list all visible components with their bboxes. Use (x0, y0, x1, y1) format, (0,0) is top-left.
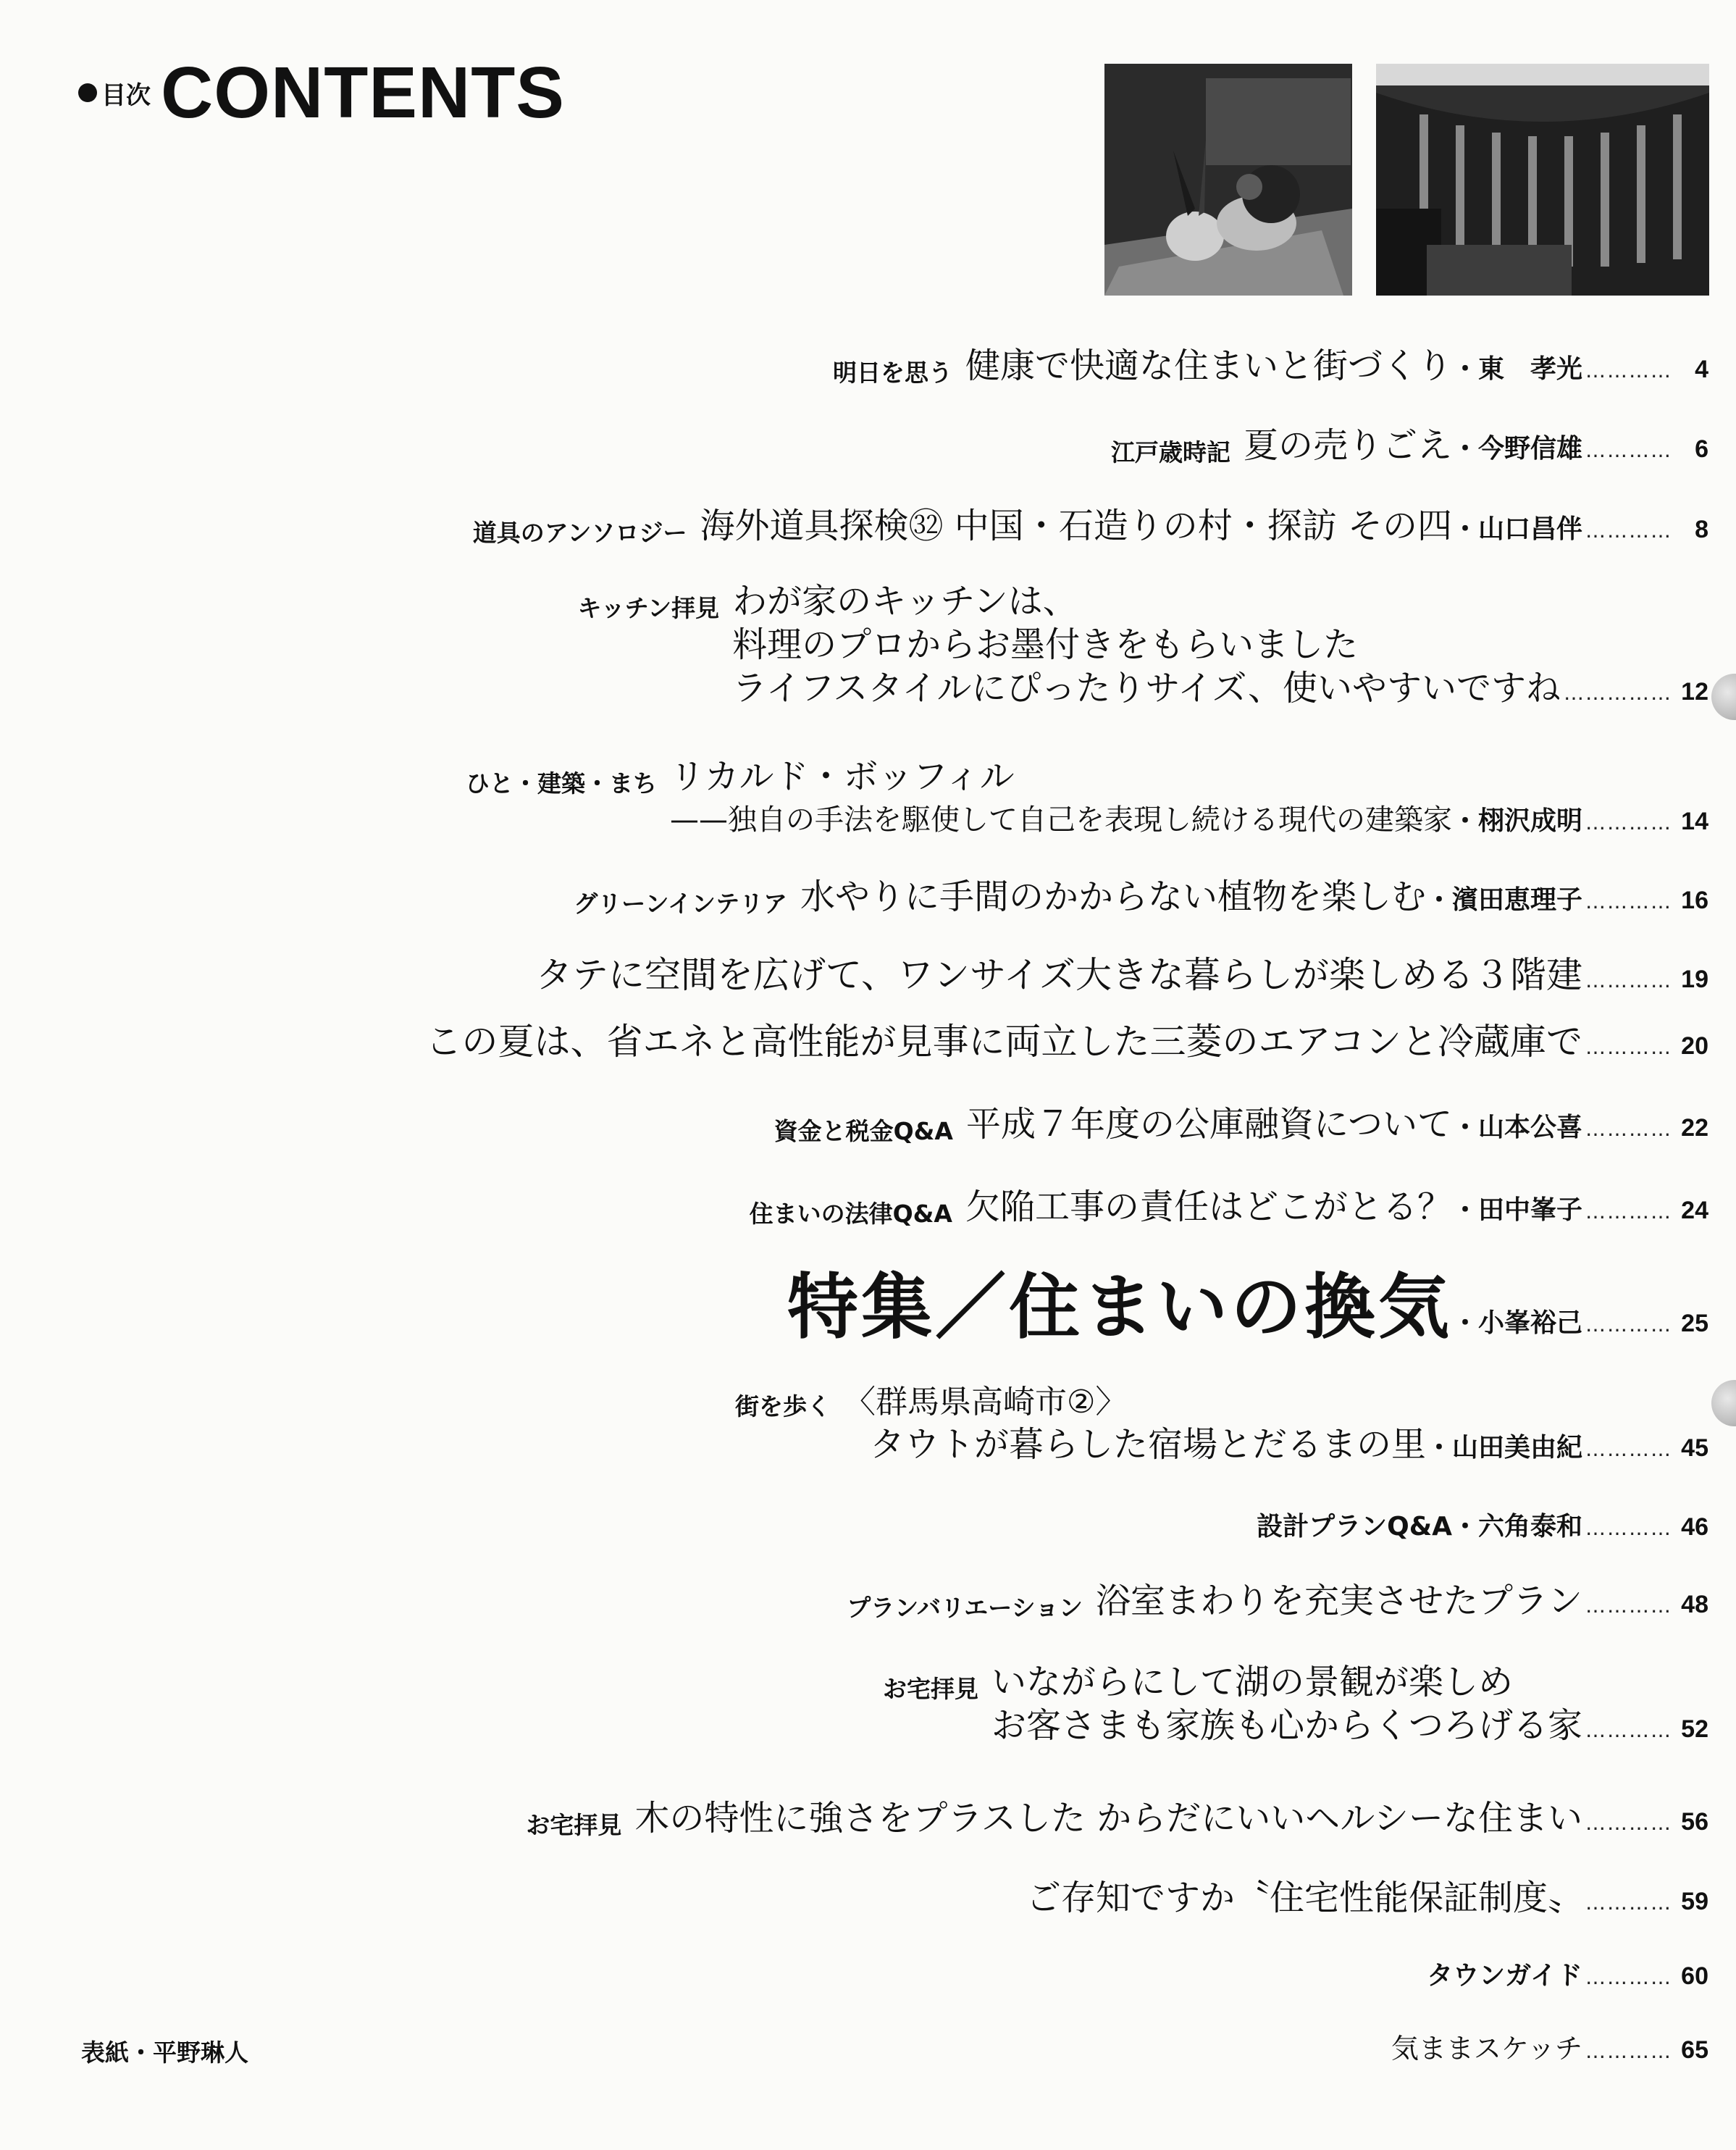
entry-title-line: タウトが暮らした宿場とだるまの里 (869, 1424, 1426, 1465)
entry-title: この夏は、省エネと高性能が見事に両立した三菱のエアコンと冷蔵庫で (425, 1021, 1582, 1063)
toc-entry[interactable] (1427, 1954, 1708, 1999)
leader-dots: ………… (1585, 890, 1672, 913)
entry-title-line: 料理のプロからお墨付きをもらいました (732, 624, 1359, 665)
toc-entry[interactable] (883, 1660, 1708, 1752)
feature-title: 特集／住まいの換気 (787, 1266, 1452, 1349)
page-number: 59 (1681, 1888, 1708, 1915)
leader-dots: ………… (1585, 1117, 1672, 1141)
entry-category: プランバリエーション (847, 1594, 1083, 1622)
contents-title: CONTENTS (161, 52, 565, 133)
toc-entry[interactable] (577, 580, 1708, 715)
entry-title: 海外道具探検㉜ 中国・石造りの村・探訪 その四 (700, 506, 1452, 546)
entry-title: 木の特性に強さをプラスした からだにいいヘルシーな住まい (634, 1798, 1582, 1839)
entry-category: 明日を思う (832, 359, 952, 387)
entry-author: ・山田美由紀 (1425, 1433, 1582, 1463)
entry-author: ・小峯裕己 (1451, 1308, 1582, 1338)
leader-dots: ………… (1585, 1200, 1672, 1224)
toc-entry-feature[interactable] (787, 1268, 1708, 1347)
page-number: 60 (1681, 1962, 1708, 1990)
toc-entry[interactable] (833, 344, 1708, 393)
leader-dots: ………… (1585, 1891, 1672, 1915)
contents-header (78, 52, 565, 133)
entry-title: 浴室まわりを充実させたプラン (1095, 1581, 1582, 1621)
binder-hole (1711, 674, 1736, 720)
entry-author: ・栩沢成明 (1451, 806, 1582, 836)
entry-category: お宅拝見 (882, 1675, 978, 1703)
page-number: 25 (1681, 1310, 1708, 1337)
bullet-icon (78, 83, 97, 102)
leader-dots: ………… (1585, 1516, 1672, 1540)
building-photo (1376, 64, 1709, 296)
page-number: 20 (1681, 1032, 1708, 1060)
entry-title: ご存知ですか〝住宅性能保証制度〟 (1026, 1878, 1582, 1918)
toc-entry[interactable] (426, 1020, 1709, 1069)
entry-title: タテに空間を広げて、ワンサイズ大きな暮らしが楽しめる３階建 (536, 954, 1582, 996)
toc-entry[interactable] (774, 1103, 1708, 1151)
toc-entry[interactable] (466, 755, 1708, 845)
leader-dots: ………… (1585, 1811, 1672, 1835)
page-number: 22 (1681, 1114, 1708, 1142)
entry-category: 資金と税金Q&A (773, 1117, 953, 1145)
leader-dots: ………… (1585, 359, 1672, 382)
leader-dots: …………… (1564, 681, 1672, 705)
page-number: 45 (1681, 1434, 1708, 1462)
page-number: 52 (1681, 1715, 1708, 1743)
leader-dots: ………… (1585, 1718, 1672, 1742)
page-number: 4 (1695, 356, 1708, 383)
entry-author: ・東 孝光 (1451, 354, 1582, 384)
page-number: 56 (1681, 1808, 1708, 1836)
entry-title: タウンガイド (1427, 1961, 1582, 1991)
entry-category: キッチン拝見 (577, 594, 720, 622)
entry-title-line: 〈群馬県高崎市②〉 (843, 1384, 1128, 1421)
entry-category: グリーンインテリア (574, 890, 787, 918)
leader-dots: ………… (1585, 1594, 1672, 1618)
leader-dots: ………… (1585, 519, 1672, 543)
toc-entry[interactable] (1026, 1876, 1708, 1925)
page-number: 14 (1681, 808, 1708, 835)
toc-entry[interactable] (526, 1796, 1708, 1845)
toc-entry[interactable] (473, 504, 1708, 553)
entry-category: 街を歩く (734, 1392, 831, 1421)
toc-entry[interactable] (536, 953, 1708, 1003)
entry-title: 水やりに手間のかからない植物を楽しむ (800, 877, 1426, 917)
still-life-photo (1104, 64, 1352, 296)
entry-author: ・山口昌伴 (1451, 514, 1582, 544)
page-number: 24 (1681, 1197, 1708, 1224)
binder-hole (1711, 1380, 1736, 1426)
toc-entry[interactable] (1391, 2027, 1708, 2073)
cover-credit: 表紙・平野琳人 (81, 2038, 248, 2067)
toc-entry[interactable] (750, 1185, 1708, 1234)
toc-entry[interactable] (1111, 424, 1708, 472)
leader-dots: ………… (1585, 1965, 1672, 1989)
page-number: 6 (1695, 435, 1708, 463)
leader-dots: ………… (1585, 1313, 1672, 1337)
entry-title: 設計プランQ&A (1257, 1512, 1452, 1542)
entry-title-line: お客さまも家族も心からくつろげる家 (991, 1705, 1582, 1746)
entry-category: 住まいの法律Q&A (749, 1200, 952, 1228)
leader-dots: ………… (1585, 1035, 1672, 1059)
entry-author: ・田中峯子 (1451, 1195, 1582, 1225)
entry-title: 健康で快適な住まいと街づくり (965, 346, 1452, 386)
leader-dots: ………… (1585, 811, 1672, 835)
entry-author: ・山本公喜 (1451, 1113, 1582, 1142)
leader-dots: ………… (1585, 969, 1672, 992)
entry-title-line: リカルド・ボッフィル (669, 756, 1015, 797)
entry-title: 平成７年度の公庫融資について (965, 1104, 1452, 1145)
toc-entry[interactable] (735, 1382, 1708, 1471)
entry-author: ・濱田恵理子 (1425, 885, 1582, 915)
entry-author: ・六角泰和 (1451, 1512, 1582, 1542)
leader-dots: ………… (1585, 2039, 1672, 2063)
leader-dots: ………… (1585, 1437, 1672, 1461)
entry-title-line: いながらにして湖の景観が楽しめ (991, 1662, 1513, 1702)
toc-entry[interactable] (574, 875, 1708, 924)
page-number: 46 (1681, 1513, 1708, 1541)
page-number: 12 (1681, 678, 1708, 706)
entry-category: ひと・建築・まち (465, 769, 657, 798)
toc-entry[interactable] (1257, 1505, 1708, 1550)
entry-title: 夏の売りごえ (1243, 425, 1452, 466)
entry-title: 気ままスケッチ (1391, 2033, 1582, 2065)
entry-category: 江戸歳時記 (1110, 438, 1230, 467)
entry-subtitle: ——独自の手法を駆使して自己を表現し続ける現代の建築家 (669, 803, 1452, 837)
page-number: 16 (1681, 887, 1708, 914)
page-number: 19 (1681, 966, 1708, 993)
entry-category: 道具のアンソロジー (472, 519, 687, 547)
toc-entry[interactable] (847, 1579, 1708, 1628)
mokuji-label: 目次 (101, 80, 151, 110)
page-number: 8 (1695, 516, 1708, 543)
entry-author: ・今野信雄 (1451, 434, 1582, 464)
entry-title-line: わが家のキッチンは、 (732, 581, 1078, 622)
page-number: 48 (1681, 1591, 1708, 1618)
page-number: 65 (1681, 2036, 1708, 2064)
entry-title: 欠陥工事の責任はどこがとる？ (965, 1187, 1452, 1227)
entry-category: お宅拝見 (526, 1811, 622, 1839)
entry-title-line: ライフスタイルにぴったりサイズ、使いやすいですね (732, 668, 1561, 708)
leader-dots: ………… (1585, 438, 1672, 462)
